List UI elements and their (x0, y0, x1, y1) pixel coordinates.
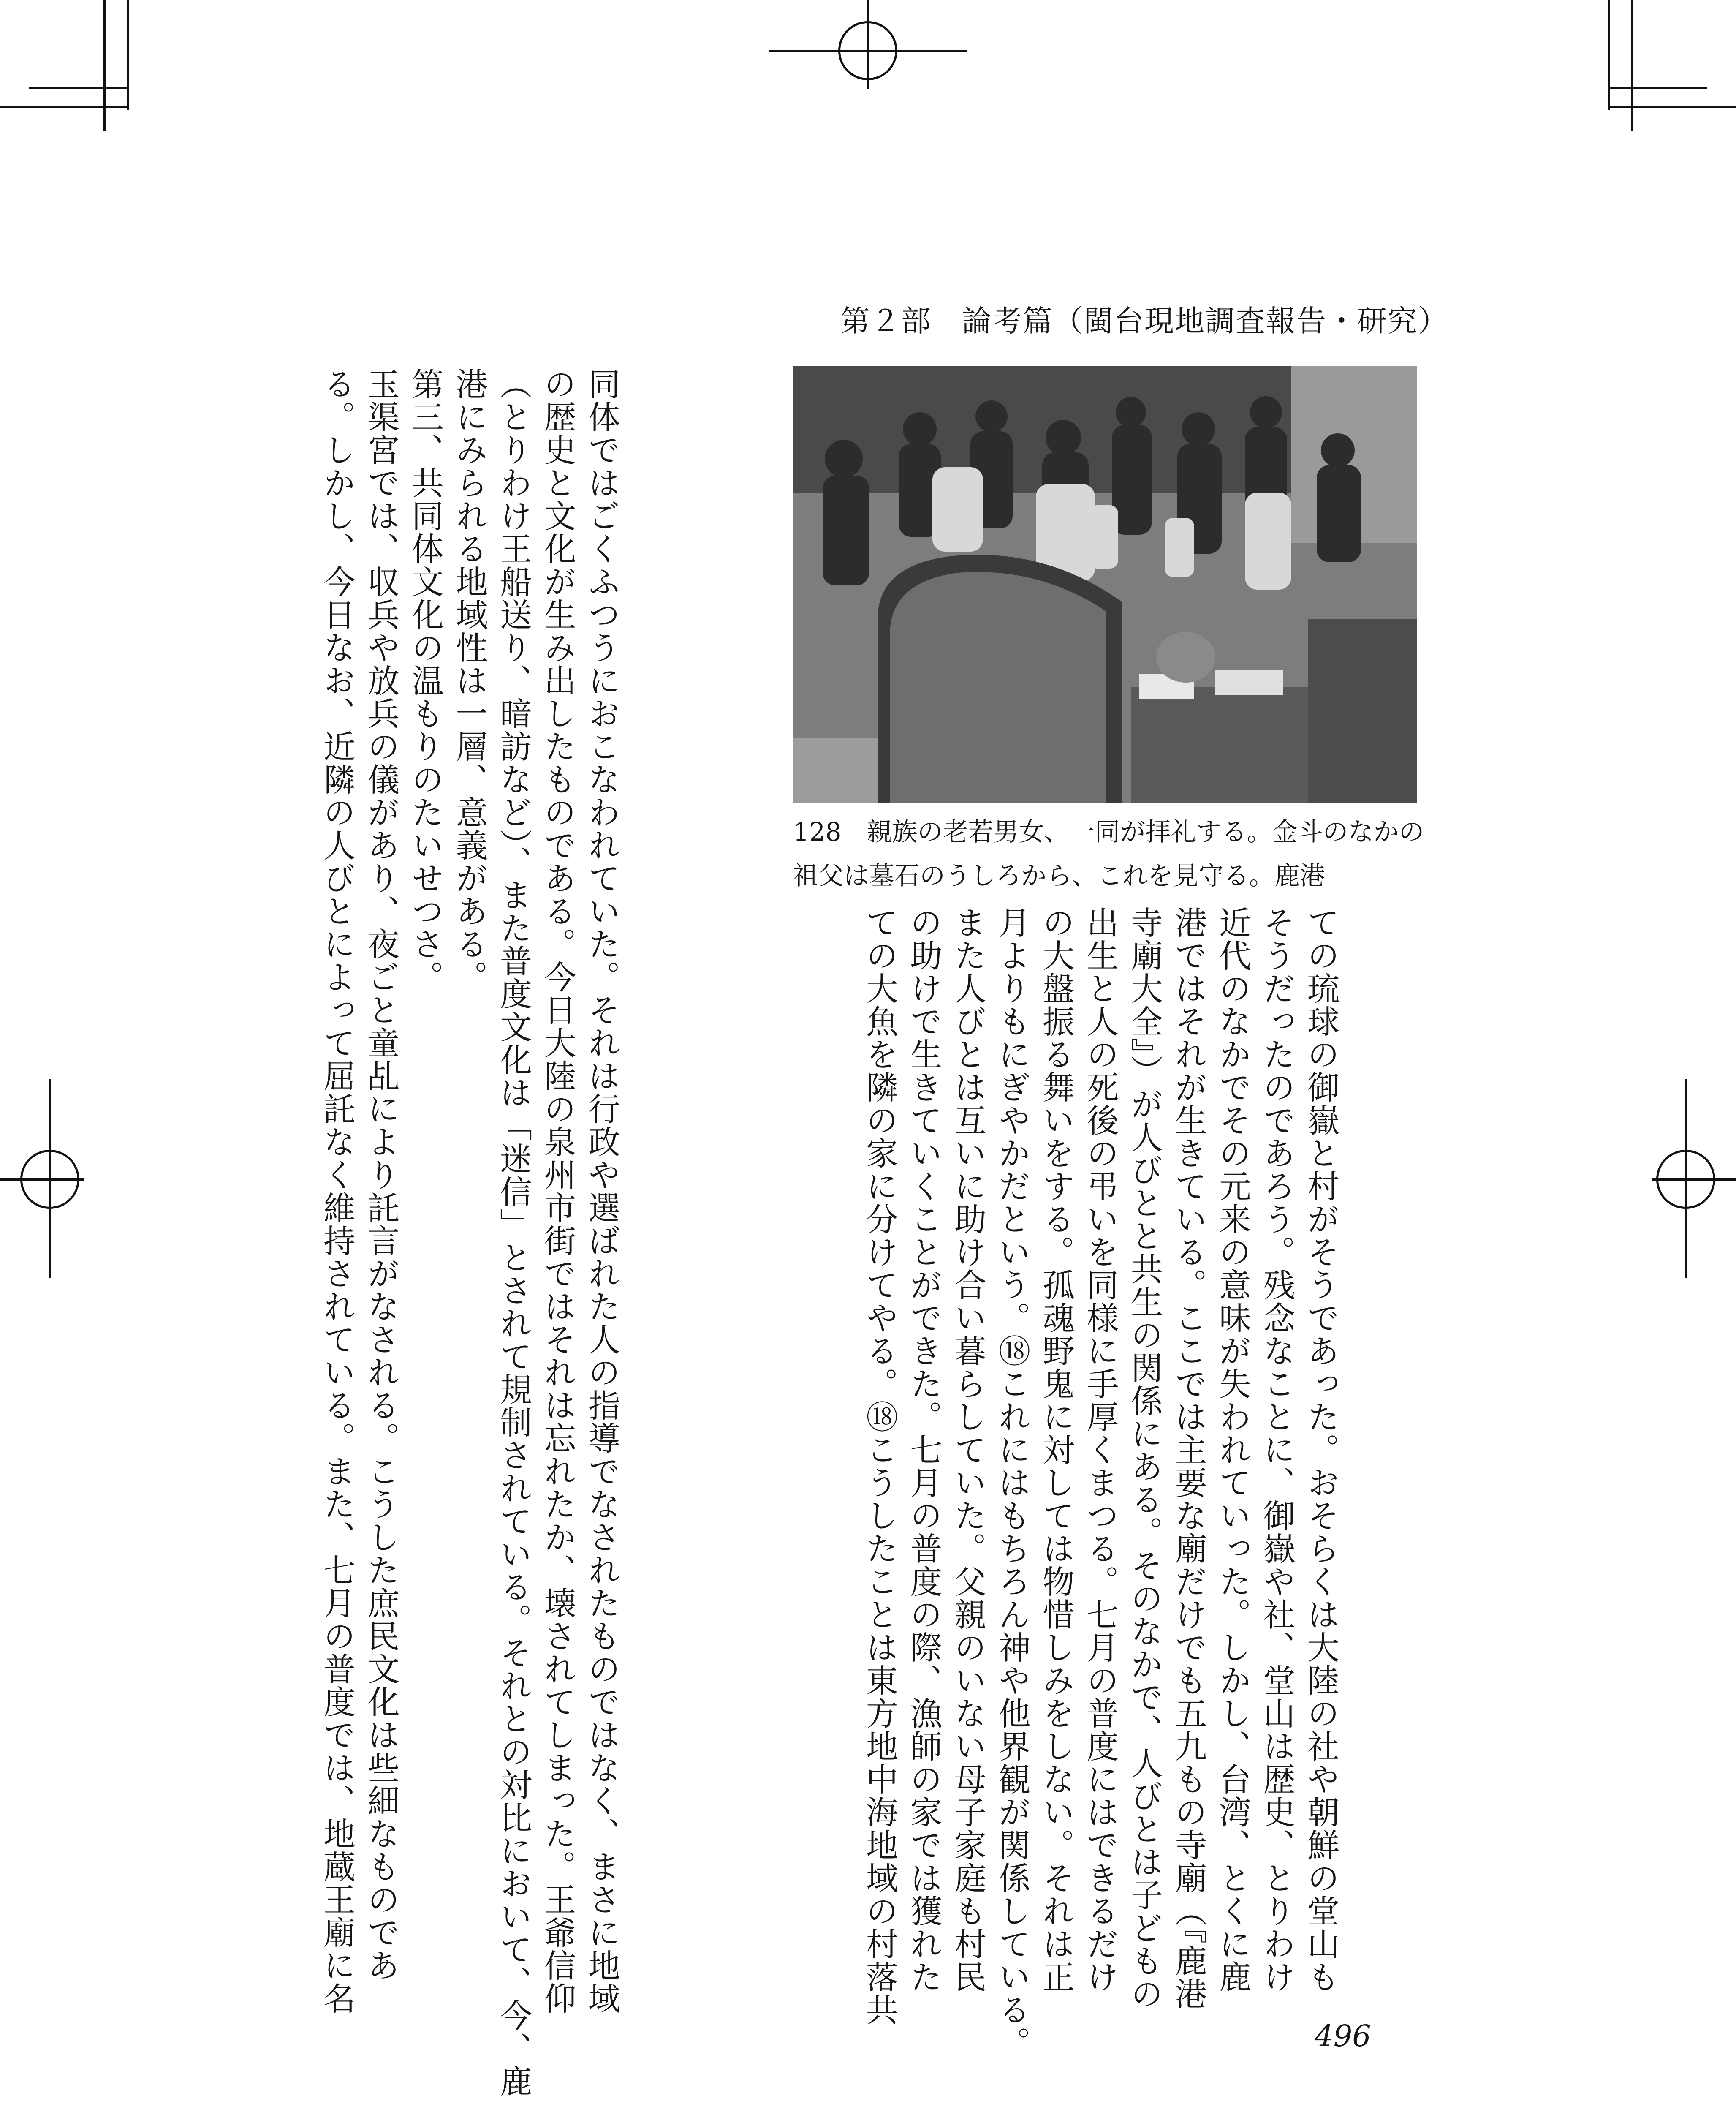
crop-mark (103, 0, 106, 131)
section-heading: 第三、共同体文化の温もりのたいせつさ。 (406, 367, 444, 993)
text-column: る。しかし、今日なお、近隣の人びとによって屈託なく維持されている。また、七月の普度では、地蔵王廟に名 (318, 367, 356, 2015)
text-column: 近代のなかでその元来の意味が失われていった。しかし、台湾、とくに鹿 (1214, 906, 1252, 1993)
text-column: の大盤振る舞いをする。孤魂野鬼に対しては物惜しみをしない。それは正 (1037, 906, 1075, 1993)
text-column: ての大魚を隣の家に分けてやる。⑱こうしたことは東方地中海地域の村落共 (861, 906, 899, 2026)
text-column: 出生と人の死後の弔いを同様に手厚くまつる。七月の普度にはできるだけ (1081, 906, 1119, 1993)
crop-mark (1631, 0, 1633, 131)
crop-mark (1608, 0, 1610, 110)
crop-mark (29, 87, 127, 89)
text-column: そうだったのであろう。残念なことに、御嶽や社、堂山は歴史、とりわけ (1258, 906, 1296, 1993)
text-column: 玉渠宮では、収兵や放兵の儀があり、夜ごと童乩により託言がなされる。こうした庶民文化は些細なものであ (362, 367, 400, 1982)
body-text-left (315, 367, 624, 2098)
caption-line: 128 親族の老若男女、一同が拝礼する。金斗のなかの (793, 817, 1424, 847)
text-column: ての琉球の御嶽と村がそうであった。おそらくは大陸の社や朝鮮の堂山も (1302, 906, 1340, 1993)
text-column: 月よりもにぎやかだという。⑱これにはもちろん神や他界観が関係している。 (993, 906, 1031, 2059)
crop-mark (127, 0, 129, 110)
caption-line: 祖父は墓石のうしろから、これを見守る。鹿港 (793, 861, 1325, 891)
registration-circle (20, 1150, 79, 1209)
text-column: （とりわけ王船送り、暗訪など）、また普度文化は「迷信」とされて規制されている。それとの対比において、今、鹿 (494, 367, 532, 2098)
figure-caption (793, 810, 1426, 898)
figure-photo (793, 366, 1417, 803)
text-column: の助けで生きていくことができた。七月の普度の際、漁師の家では獲れた (905, 906, 943, 1993)
crop-mark (1609, 106, 1736, 108)
text-column: 港にみられる地域性は一層、意義がある。 (451, 367, 488, 993)
photo-scene (793, 366, 1417, 803)
text-column: の歴史と文化が生み出したものである。今日大陸の泉州市街ではそれは忘れたか、壊されてしまった。王爺信仰 (539, 367, 576, 2015)
text-column: 寺廟大全』）が人びとと共生の関係にある。そのなかで、人びとは子どもの (1125, 906, 1163, 2010)
registration-circle (838, 21, 897, 80)
crop-mark (1609, 87, 1707, 89)
registration-circle (1656, 1150, 1715, 1209)
crop-mark (0, 106, 127, 108)
page-number: 496 (1315, 2019, 1371, 2053)
text-column: また人びとは互いに助け合い暮らしていた。父親のいない母子家庭も村民 (949, 906, 987, 1993)
text-column: 港ではそれが生きている。ここでは主要な廟だけでも五九もの寺廟（『鹿港 (1170, 906, 1207, 2010)
running-head: 第２部 論考篇（閩台現地調査報告・研究） (840, 304, 1448, 338)
text-column: 同体ではごくふつうにおこなわれていた。それは行政や選ばれた人の指導でなされたものではなく、まさに地域 (583, 367, 621, 2015)
